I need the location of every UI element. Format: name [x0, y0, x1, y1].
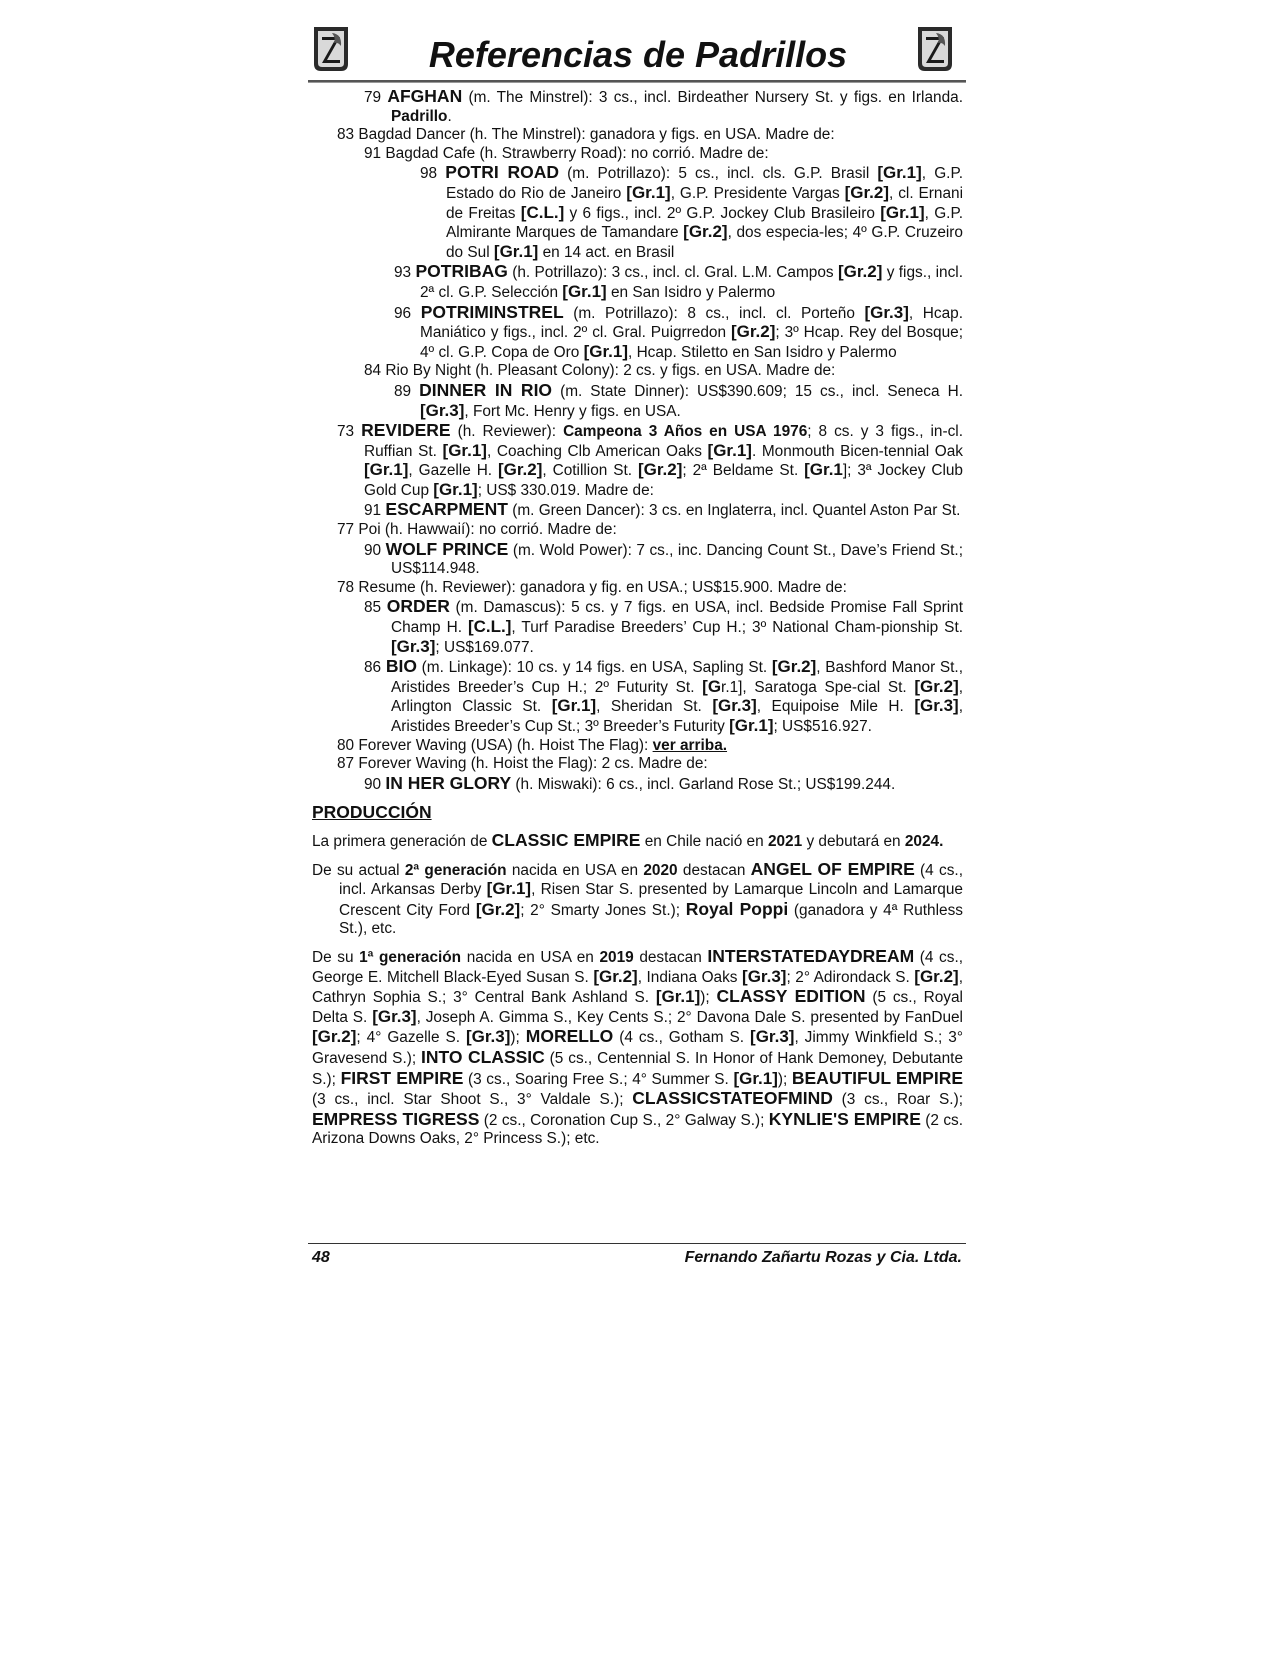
entry-text: 91	[364, 502, 386, 520]
race-grade: [Gr.2]	[914, 966, 959, 986]
entry-text: destacan	[677, 861, 751, 879]
entry-text: 87 Forever Waving (h. Hoist the Flag): 2 cs. Madre de:	[337, 755, 708, 773]
section-heading: PRODUCCIÓN	[312, 802, 432, 823]
pedigree-entry	[312, 540, 963, 579]
entry-text: , Arlington Classic St.	[391, 678, 964, 716]
entry-text: 84 Rio By Night (h. Pleasant Colony): 2 cs. y figs. en USA. Madre de:	[364, 362, 836, 380]
entry-text: ; 3º Hcap. Rey del Bosque; 4º cl. G.P. Copa de Oro	[420, 324, 963, 361]
pedigree-entry	[312, 381, 963, 421]
race-grade: [Gr.3]	[420, 400, 465, 420]
entry-text: en San Isidro y Palermo	[606, 283, 776, 301]
race-grade: [Gr.3]	[914, 696, 959, 716]
race-grade: [Gr.1]	[626, 182, 671, 202]
horse-name: FIRST EMPIRE	[340, 1067, 464, 1088]
pedigree-entry	[312, 87, 963, 126]
race-grade: [Gr.2]	[730, 322, 776, 342]
race-grade: [C.L.]	[467, 617, 512, 637]
entry-text: 2021	[767, 832, 803, 850]
race-grade: [Gr.1]	[493, 241, 539, 261]
race-grade: [Gr.1	[804, 460, 843, 480]
entry-text: 73	[337, 423, 362, 441]
entry-text: );	[700, 989, 717, 1007]
entry-text: (m. Potrillazo): 8 cs., incl. cl. Porteño	[563, 304, 865, 322]
entry-text: 79	[364, 89, 388, 106]
race-grade: [Gr.3]	[712, 696, 757, 716]
pedigree-content	[312, 87, 963, 1157]
horse-head-emblem-icon	[308, 24, 354, 74]
horse-head-emblem-icon	[912, 24, 958, 74]
entry-text: );	[777, 1070, 792, 1088]
entry-text: 77 Poi (h. Hawwaií): no corrió. Madre de:	[337, 521, 617, 539]
entry-text: y 6 figs., incl. 2º G.P. Jockey Club Brasileiro	[564, 204, 881, 222]
race-grade: [Gr.2]	[844, 182, 890, 202]
entry-text: 91 Bagdad Cafe (h. Strawberry Road): no corrió. Madre de:	[364, 144, 769, 162]
entry-text: r.1], Saratoga Spe-cial St.	[721, 678, 915, 696]
entry-text: y figs., incl. 2ª cl. G.P. Selección	[420, 264, 963, 301]
race-grade: [Gr.1]	[655, 987, 701, 1007]
horse-name: INTERSTATEDAYDREAM	[707, 945, 915, 966]
entry-text: , Jimmy Winkfield S.; 3° Gravesend S.);	[312, 1029, 963, 1067]
horse-name: POTRIBAG	[415, 261, 508, 282]
horse-name: BIO	[385, 656, 417, 677]
race-grade: [Gr.1]	[486, 879, 532, 899]
race-grade: [Gr.1]	[583, 341, 629, 361]
entry-text: 2020	[643, 861, 678, 879]
horse-name: CLASSIC EMPIRE	[491, 829, 641, 850]
entry-text: ; 2° Smarty Jones St.);	[520, 901, 686, 919]
entry-text: (m. Damascus): 5 cs. y 7 figs. en USA, incl. Bedside Promise Fall Sprint Champ H.	[391, 599, 963, 637]
entry-text: Campeona 3 Años en USA 1976	[563, 423, 808, 441]
entry-text: (m. State Dinner): US$390.609; 15 cs., incl. Seneca H.	[552, 382, 963, 400]
production-paragraph	[312, 831, 963, 852]
entry-text: ; US$169.077.	[435, 638, 534, 656]
entry-text: , G.P. Almirante Marques de Tamandare	[446, 204, 964, 242]
pedigree-entry	[312, 303, 963, 363]
horse-name: ORDER	[386, 596, 450, 617]
entry-text: 90	[364, 775, 386, 793]
entry-text: (m. Wold Power): 7 cs., inc. Dancing Count St., Dave’s Friend St.; US$114.948.	[391, 541, 963, 578]
production-paragraph	[312, 860, 963, 939]
entry-text: (ganadora y 4ª Ruthless St.), etc.	[339, 901, 963, 938]
entry-text: y debutará en	[802, 832, 905, 850]
race-grade: [Gr.2]	[637, 460, 683, 480]
entry-text: 90	[364, 541, 386, 559]
entry-text: (m. Green Dancer): 3 cs. en Inglaterra, incl. Quantel Aston Par St.	[507, 502, 961, 520]
entry-text: 89	[394, 382, 420, 400]
race-grade: [Gr.1]	[707, 440, 752, 460]
entry-text: (m. Linkage): 10 cs. y 14 figs. en USA, Sapling St.	[416, 659, 772, 677]
footer-rule	[308, 1243, 966, 1244]
horse-name: CLASSICSTATEOFMIND	[632, 1088, 833, 1109]
race-grade: [Gr.2]	[683, 222, 728, 242]
horse-name: POTRI ROAD	[445, 162, 559, 183]
entry-text: , Gazelle H.	[408, 462, 498, 480]
pedigree-entry	[312, 500, 963, 521]
race-grade: [Gr.3]	[742, 966, 787, 986]
horse-name: Royal Poppi	[685, 898, 789, 919]
entry-text: ; 8 cs. y 3 figs., in-cl. Ruffian St.	[364, 423, 963, 460]
horse-name: WOLF PRINCE	[385, 538, 509, 559]
race-grade: [Gr.2]	[914, 676, 959, 696]
entry-text: (4 cs., Gotham S.	[613, 1029, 751, 1047]
entry-text: La primera generación de	[312, 832, 492, 850]
entry-text: ; 2ª Beldame St.	[682, 462, 805, 480]
entry-text: ; US$ 330.019. Madre de:	[477, 481, 654, 499]
entry-text: 98	[420, 165, 446, 183]
entry-text: (h. Potrillazo): 3 cs., incl. cl. Gral. L.M. Campos	[507, 264, 838, 282]
entry-text: destacan	[633, 948, 708, 966]
pedigree-entry	[312, 126, 963, 145]
entry-text: , dos especia-les; 4º G.P. Cruzeiro do Sul	[446, 224, 963, 261]
race-grade: [Gr.3]	[750, 1027, 795, 1047]
pedigree-entry	[312, 774, 963, 795]
horse-name: REVIDERE	[361, 420, 451, 441]
entry-text: (2 cs. Arizona Downs Oaks, 2° Princess S.); etc.	[312, 1111, 963, 1148]
entry-text: (h. Reviewer):	[450, 423, 564, 441]
production-paragraph	[312, 947, 963, 1149]
entry-text: .	[447, 107, 452, 125]
race-grade: [Gr.3]	[372, 1006, 417, 1026]
horse-name: ANGEL OF EMPIRE	[750, 858, 915, 879]
entry-text: 1ª generación	[359, 948, 462, 966]
entry-text: (m. The Minstrel): 3 cs., incl. Birdeather Nursery St. y figs. en Irlanda.	[462, 89, 963, 106]
entry-text: );	[510, 1029, 526, 1047]
race-grade: [Gr.1]	[551, 696, 597, 716]
horse-name: CLASSY EDITION	[716, 986, 866, 1007]
horse-name: BEAUTIFUL EMPIRE	[791, 1067, 964, 1088]
entry-text: (h. Miswaki): 6 cs., incl. Garland Rose St.; US$199.244.	[511, 775, 896, 793]
race-grade: [Gr.2]	[771, 657, 817, 677]
entry-text: en Chile nació en	[640, 832, 768, 850]
race-grade: [Gr.3]	[466, 1027, 511, 1047]
pedigree-entry	[312, 163, 963, 262]
entry-text: ; 4° Gazelle S.	[356, 1029, 466, 1047]
entry-text: De su	[312, 948, 360, 966]
entry-text: , Risen Star S. presented by Lamarque Lincoln and Lamarque Crescent City Ford	[339, 881, 963, 919]
pedigree-entry	[312, 262, 963, 302]
horse-name: MORELLO	[525, 1026, 614, 1047]
pedigree-entry	[312, 755, 963, 774]
entry-text: (5 cs., Centennial S. In Honor of Hank Demoney, Debutante S.);	[312, 1049, 963, 1088]
race-grade: [Gr.2]	[498, 460, 543, 480]
entry-text: en 14 act. en Brasil	[538, 243, 675, 261]
entry-text: ; US$516.927.	[773, 718, 872, 735]
race-grade: [Gr.1]	[562, 281, 607, 301]
entry-text: Padrillo	[391, 107, 448, 125]
company-name: Fernando Zañartu Rozas y Cia. Ltda.	[684, 1249, 962, 1266]
race-grade: [Gr.1]	[364, 460, 409, 480]
race-grade: [C.L.]	[520, 202, 565, 222]
race-grade: [Gr.1]	[442, 440, 487, 460]
pedigree-entry	[312, 657, 963, 736]
entry-text: , Cathryn Sophia S.; 3° Central Bank Ashland S.	[312, 968, 963, 1007]
entry-text: (3 cs., Roar S.);	[832, 1091, 963, 1109]
horse-name: INTO CLASSIC	[421, 1046, 545, 1067]
entry-text: , Fort Mc. Henry y figs. en USA.	[464, 402, 681, 420]
entry-text: , Hcap. Maniático y figs., incl. 2º cl. Gral. Puigrredon	[420, 304, 963, 342]
race-grade: [Gr.1]	[433, 479, 478, 499]
race-grade: [Gr.1]	[880, 202, 925, 222]
entry-text: , Joseph A. Gimma S., Key Cents S.; 2° Davona Dale S. presented by FanDuel	[416, 1008, 963, 1026]
horse-name: ESCARPMENT	[385, 499, 508, 520]
pedigree-entry	[312, 362, 963, 381]
pedigree-entry	[312, 521, 963, 540]
horse-name: KYNLIE'S EMPIRE	[768, 1108, 921, 1129]
entry-text: , G.P. Presidente Vargas	[670, 184, 845, 202]
entry-text: , Hcap. Stiletto en San Isidro y Palermo	[628, 343, 897, 361]
entry-text: 2024.	[904, 832, 944, 850]
entry-text: , Turf Paradise Breeders’ Cup H.; 3º National Cham-pionship St.	[511, 619, 963, 637]
header-rule	[308, 80, 966, 83]
entry-text: (4 cs., incl. Arkansas Derby	[339, 861, 963, 899]
entry-text: (3 cs., incl. Star Shoot S., 3° Valdale S.);	[312, 1091, 633, 1109]
entry-text: , Indiana Oaks	[637, 968, 743, 986]
horse-name: AFGHAN	[387, 86, 463, 106]
entry-text: , Aristides Breeder’s Cup St.; 3º Breeder’s Futurity	[391, 698, 963, 735]
entry-text: . Monmouth Bicen-tennial Oak	[751, 442, 963, 460]
pedigree-entry	[312, 579, 963, 598]
race-grade: [Gr.2]	[837, 262, 883, 282]
race-grade: [Gr.1]	[877, 163, 922, 183]
entry-text: , Cotillion St.	[542, 462, 638, 480]
horse-name: POTRIMINSTREL	[420, 301, 564, 322]
entry-text: , cl. Ernani de Freitas	[446, 184, 963, 222]
entry-text: (4 cs., George E. Mitchell Black-Eyed Susan S.	[312, 948, 963, 986]
entry-text: De su actual	[312, 861, 405, 879]
entry-text: (2 cs., Coronation Cup S., 2° Galway S.);	[479, 1111, 769, 1129]
pedigree-entry	[312, 145, 963, 164]
race-grade: [Gr.1]	[729, 716, 774, 735]
entry-text: 2ª generación	[404, 861, 507, 879]
entry-text: 78 Resume (h. Reviewer): ganadora y fig. en USA.; US$15.900. Madre de:	[337, 578, 847, 596]
pedigree-entry	[312, 597, 963, 657]
page-number: 48	[312, 1249, 330, 1266]
pedigree-entry	[312, 737, 963, 756]
entry-text: (3 cs., Soaring Free S.; 4° Summer S.	[463, 1070, 734, 1088]
race-grade: [Gr.2]	[593, 966, 638, 986]
entry-text: 96	[394, 304, 421, 322]
entry-text: 2019	[599, 948, 634, 966]
race-grade: [G	[702, 676, 722, 696]
entry-text: 80 Forever Waving (USA) (h. Hoist The Flag):	[337, 736, 653, 754]
entry-text: ver arriba.	[652, 736, 728, 754]
entry-text: 83 Bagdad Dancer (h. The Minstrel): ganadora y figs. en USA. Madre de:	[337, 126, 835, 144]
horse-name: IN HER GLORY	[385, 772, 512, 793]
entry-text: (5 cs., Royal Delta S.	[312, 989, 963, 1026]
race-grade: [Gr.1]	[733, 1068, 778, 1088]
race-grade: [Gr.2]	[312, 1027, 357, 1047]
entry-text: , Coaching Clb American Oaks	[486, 442, 708, 460]
entry-text: , Equipoise Mile H.	[756, 698, 915, 716]
entry-text: ]; 3ª Jockey Club Gold Cup	[364, 462, 963, 499]
entry-text: , G.P. Estado do Rio de Janeiro	[446, 165, 963, 202]
page-title: Referencias de Padrillos	[428, 34, 848, 75]
horse-name: DINNER IN RIO	[419, 379, 553, 400]
pedigree-entry	[312, 421, 963, 500]
race-grade: [Gr.3]	[864, 302, 909, 322]
entry-text: , Bashford Manor St., Aristides Breeder’s Cup H.; 2º Futurity St.	[391, 659, 963, 696]
entry-text: 86	[364, 659, 386, 677]
horse-name: EMPRESS TIGRESS	[312, 1108, 480, 1129]
entry-text: ; 2° Adirondack S.	[786, 968, 915, 986]
entry-text: 93	[394, 264, 416, 282]
entry-text: (m. Potrillazo): 5 cs., incl. cls. G.P. Brasil	[559, 165, 878, 183]
race-grade: [Gr.2]	[475, 899, 521, 919]
entry-text: nacida en USA en	[506, 861, 644, 879]
entry-text: nacida en USA en	[461, 948, 600, 966]
race-grade: [Gr.3]	[391, 636, 436, 656]
entry-text: 85	[364, 599, 387, 617]
entry-text: , Sheridan St.	[596, 698, 713, 716]
